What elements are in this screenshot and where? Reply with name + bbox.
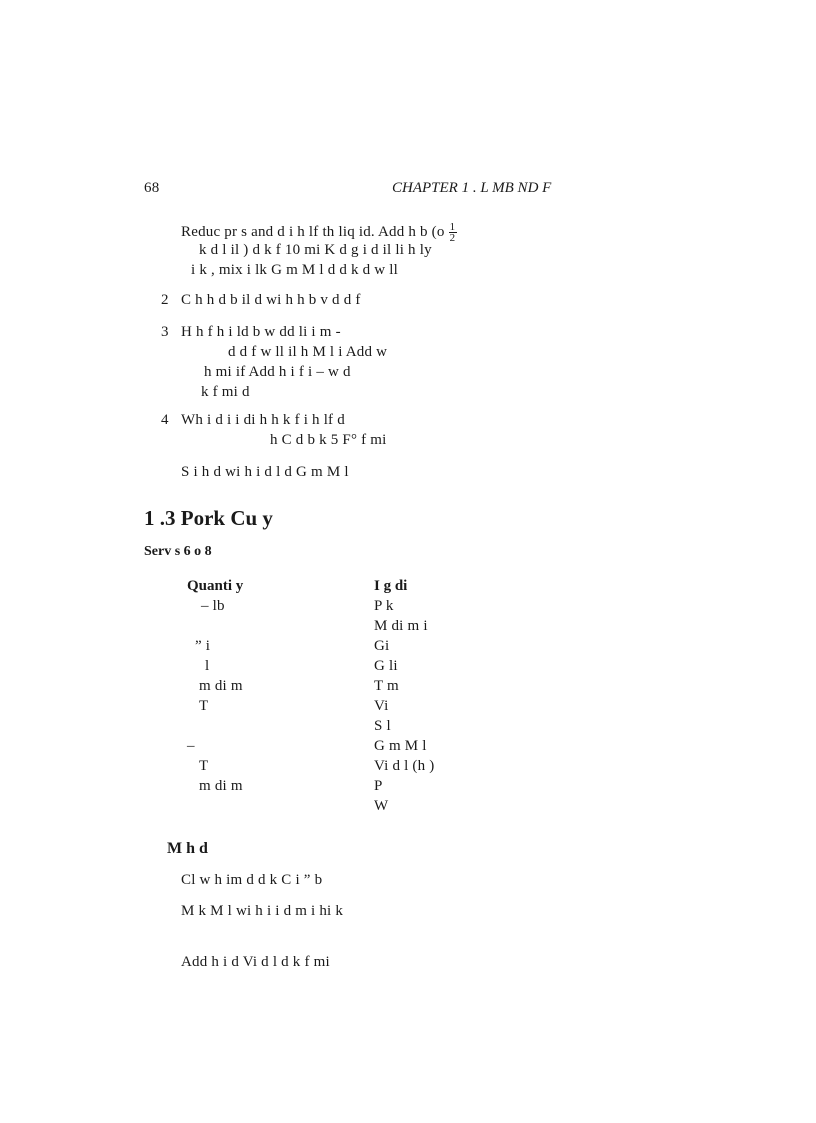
step-line: k f mi d — [201, 384, 250, 400]
ingredient-cell: S l — [374, 718, 391, 734]
ingredient-cell: P — [374, 778, 383, 794]
intro-line-1-text: Reduc pr s and d i h lf th liq id. Add h b (o — [181, 223, 445, 240]
chapter-header: CHAPTER 1 . L MB ND F — [392, 180, 552, 196]
intro-line-2: k d l il ) d k f 10 mi K d g i d il li h ly — [199, 242, 432, 258]
serving-note: S i h d wi h i d l d G m M l — [181, 464, 349, 480]
ingredient-cell: Vi — [374, 698, 389, 714]
method-heading: M h d — [167, 840, 208, 857]
one-half-fraction — [449, 222, 457, 243]
quantity-cell: – lb — [201, 598, 225, 614]
quantity-column-header: Quanti y — [187, 578, 244, 594]
step-number: 4 — [161, 412, 169, 428]
quantity-cell: – — [187, 738, 195, 754]
quantity-cell: m di m — [199, 778, 243, 794]
ingredient-cell: Gi — [374, 638, 390, 654]
quantity-cell: T — [199, 758, 209, 774]
serves-line: Serv s 6 o 8 — [144, 544, 212, 559]
step-number: 2 — [161, 292, 169, 308]
ingredient-cell: Vi d l (h ) — [374, 758, 435, 774]
step-number: 3 — [161, 324, 169, 340]
step-line: h mi if Add h i f i – w d — [204, 364, 351, 380]
section-title: 1 .3 Pork Cu y — [144, 506, 273, 530]
step-line: C h h d b il d wi h h b v d d f — [181, 292, 361, 308]
step-line: Wh i d i i di h h k f i h lf d — [181, 412, 345, 428]
step-line: H h f h i ld b w dd li i m - — [181, 324, 341, 340]
method-step: Cl w h im d d k C i ” b — [181, 872, 323, 888]
ingredient-cell: G m M l — [374, 738, 427, 754]
page-number: 68 — [144, 180, 160, 196]
fraction-denominator: 2 — [449, 232, 456, 244]
quantity-cell: l — [205, 658, 210, 674]
method-step: Add h i d Vi d l d k f mi — [181, 954, 330, 970]
intro-line-3: i k , mix i lk G m M l d d k d w ll — [191, 262, 399, 278]
ingredient-cell: M di m i — [374, 618, 428, 634]
ingredient-cell: G li — [374, 658, 398, 674]
quantity-cell: m di m — [199, 678, 243, 694]
ingredient-cell: W — [374, 798, 389, 814]
quantity-cell: ” i — [195, 638, 211, 654]
intro-line-1 — [181, 222, 457, 243]
step-line: h C d b k 5 F° f mi — [270, 432, 387, 448]
ingredient-cell: T m — [374, 678, 399, 694]
ingredient-column-header: I g di — [374, 578, 408, 594]
ingredient-cell: P k — [374, 598, 394, 614]
step-line: d d f w ll il h M l i Add w — [228, 344, 388, 360]
quantity-cell: T — [199, 698, 209, 714]
method-step: M k M l wi h i i d m i hi k — [181, 903, 344, 919]
fraction-numerator: 1 — [449, 221, 456, 233]
